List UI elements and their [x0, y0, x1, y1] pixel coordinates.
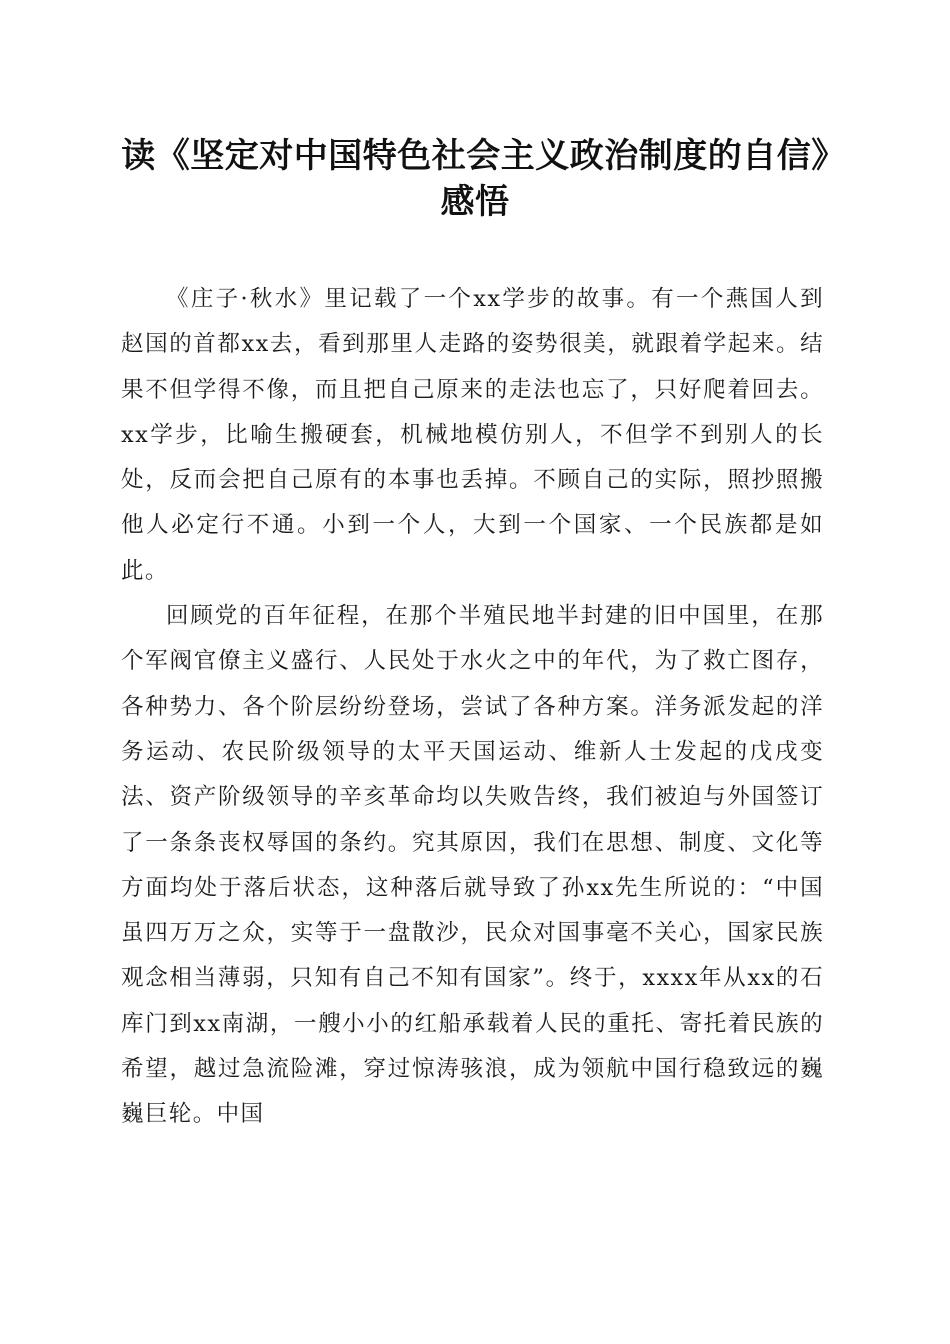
- document-body: [121, 277, 824, 1138]
- paragraph-2: 回顾党的百年征程，在那个半殖民地半封建的旧中国里，在那个军阀官僚主义盛行、人民处于水火之中的年代，为了救亡图存，各种势力、各个阶层纷纷登场，尝试了各种方案。洋务派发起的洋务运动、农民阶级领导的太平天国运动、维新人士发起的戊戌变法、资产阶级领导的辛亥革命均以失败告终，我们被迫与外国签订了一条条丧权辱国的条约。究其原因，我们在思想、制度、文化等方面均处于落后状态，这种落后就导致了孙xx先生所说的：“中国虽四万万之众，实等于一盘散沙，民众对国事毫不关心，国家民族观念相当薄弱，只知有自己不知有国家”。终于，xxxx年从xx的石库门到xx南湖，一艘小小的红船承载着人民的重托、寄托着民族的希望，越过急流险滩，穿过惊涛骇浪，成为领航中国行稳致远的巍巍巨轮。中国: [121, 603, 824, 1128]
- document-title: 读《坚定对中国特色社会主义政治制度的自信》感悟: [121, 136, 829, 222]
- paragraph-1: 《庄子·秋水》里记载了一个xx学步的故事。有一个燕国人到赵国的首都xx去，看到那里人走路的姿势很美，就跟着学起来。结果不但学得不像，而且把自己原来的走法也忘了，只好爬着回去。xx学步，比喻生搬硬套，机械地模仿别人，不但学不到别人的长处，反而会把自己原有的本事也丢掉。不顾自己的实际，照抄照搬他人必定行不通。小到一个人，大到一个国家、一个民族都是如此。: [121, 286, 824, 584]
